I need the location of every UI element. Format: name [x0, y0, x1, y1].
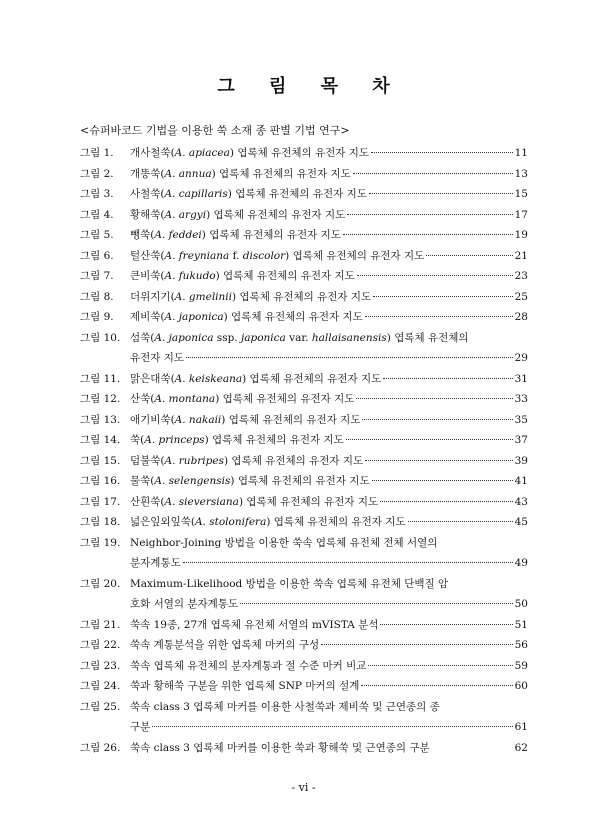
figure-page-number: 33 — [514, 393, 528, 405]
figure-entry — [80, 738, 528, 759]
figure-caption: 넓은잎외잎쑥(A. stolonifera) 엽록체 유전체의 유전자 지도 — [130, 516, 406, 528]
figure-caption: 쑥(A. princeps) 엽록체 유전체의 유전자 지도 — [130, 434, 344, 446]
dot-leader — [357, 275, 513, 276]
figure-entry — [80, 164, 528, 185]
dot-leader — [186, 357, 513, 358]
figure-caption: Neighbor-Joining 방법을 이용한 쑥속 엽록체 유전체 전체 서열의 — [130, 536, 438, 549]
figure-page-number: 45 — [514, 516, 528, 528]
figure-entry-continuation — [80, 717, 528, 738]
figure-caption: 털산쑥(A. freyniana f. discolor) 엽록체 유전체의 유전자 지도 — [130, 249, 425, 262]
figure-entry-line — [80, 635, 528, 656]
figure-label: 그림 6. — [80, 249, 114, 262]
figure-page-number: 51 — [514, 618, 528, 631]
figure-label: 그림 21. — [80, 618, 121, 631]
figure-caption-continued: 구분 — [130, 721, 151, 733]
figure-label: 그림 26. — [80, 741, 121, 754]
figure-entry — [80, 389, 528, 410]
figure-caption: 개사철쑥(A. apiacea) 엽록체 유전체의 유전자 지도 — [130, 147, 370, 159]
figure-caption: 큰비쑥(A. fukudo) 엽록체 유전체의 유전자 지도 — [130, 270, 355, 282]
figure-entry-line — [80, 512, 528, 533]
figure-caption: 덤불쑥(A. rubripes) 엽록체 유전체의 유전자 지도 — [130, 454, 364, 467]
figure-entry — [80, 430, 528, 451]
figure-entry-line — [80, 307, 528, 328]
figure-entry — [80, 225, 528, 246]
dot-leader — [347, 214, 512, 215]
figure-caption: 개똥쑥(A. annua) 엽록체 유전체의 유전자 지도 — [130, 167, 351, 180]
figure-caption: 쑥속 엽록체 유전체의 분자계통과 절 수준 마커 비교 — [130, 659, 367, 672]
page-title: 그 림 목 차 — [217, 76, 404, 97]
figure-entry — [80, 574, 528, 615]
figure-label: 그림 19. — [80, 536, 121, 549]
figure-entry — [80, 410, 528, 431]
dot-leader — [346, 439, 513, 440]
figure-page-number: 37 — [514, 434, 528, 446]
dot-leader — [373, 296, 512, 297]
dot-leader — [361, 685, 512, 686]
figure-page-number: 15 — [514, 188, 528, 200]
figure-entry-line — [80, 676, 528, 697]
dot-leader — [380, 624, 512, 625]
figure-page-number: 23 — [514, 270, 528, 282]
figure-entry-first-line — [80, 697, 528, 718]
dot-leader — [152, 726, 512, 727]
figure-entry — [80, 143, 528, 164]
dot-leader — [321, 644, 513, 645]
figure-entry — [80, 205, 528, 226]
figure-entry-line — [80, 430, 528, 451]
figure-label: 그림 18. — [80, 516, 121, 528]
dot-leader — [371, 152, 513, 153]
figure-label: 그림 5. — [80, 229, 114, 241]
figure-entry — [80, 635, 528, 656]
figure-entry-line — [80, 369, 528, 390]
figure-label: 그림 3. — [80, 188, 114, 200]
figure-label: 그림 13. — [80, 413, 121, 426]
figure-entry-first-line — [80, 574, 528, 595]
figure-entry — [80, 287, 528, 308]
figure-entry — [80, 512, 528, 533]
figure-caption: 산쑥(A. montana) 엽록체 유전체의 유전자 지도 — [130, 393, 355, 405]
figure-caption: 제비쑥(A. japonica) 엽록체 유전체의 유전자 지도 — [130, 311, 363, 323]
figure-label: 그림 20. — [80, 577, 121, 590]
figure-entry-line — [80, 287, 528, 308]
figure-label: 그림 2. — [80, 167, 114, 180]
figure-label: 그림 22. — [80, 639, 121, 651]
figure-page-number: 21 — [514, 249, 528, 262]
figure-entry-line — [80, 471, 528, 492]
figure-label: 그림 1. — [80, 147, 114, 159]
figure-entry — [80, 307, 528, 328]
page-number-footer: - vi - — [291, 781, 316, 794]
dot-leader — [372, 480, 513, 481]
figure-page-number: 61 — [514, 721, 528, 733]
figure-page-number: 39 — [514, 454, 528, 467]
dot-leader — [183, 562, 513, 563]
dot-leader — [362, 419, 512, 420]
dot-leader — [356, 398, 512, 399]
figure-label: 그림 12. — [80, 393, 121, 405]
figure-page-number: 62 — [514, 741, 528, 754]
figure-entry — [80, 451, 528, 472]
dot-leader — [380, 501, 513, 502]
figure-label: 그림 25. — [80, 700, 121, 713]
figure-label: 그림 23. — [80, 659, 121, 672]
figure-caption: 더위지기(A. gmelinii) 엽록체 유전체의 유전자 지도 — [130, 290, 372, 303]
dot-leader — [408, 521, 513, 522]
figure-entry-continuation — [80, 553, 528, 574]
figure-entry-line — [80, 266, 528, 287]
figure-label: 그림 8. — [80, 290, 114, 303]
figure-page-number: 29 — [514, 352, 528, 364]
figure-label: 그림 4. — [80, 208, 114, 221]
figure-label: 그림 15. — [80, 454, 121, 467]
figure-caption: 황해쑥(A. argyi) 엽록체 유전체의 유전자 지도 — [130, 208, 346, 221]
figure-label: 그림 24. — [80, 680, 121, 692]
figure-entry-line — [80, 205, 528, 226]
figure-entry-line — [80, 164, 528, 185]
figure-entry — [80, 471, 528, 492]
figure-entry-continuation — [80, 348, 528, 369]
figure-label: 그림 14. — [80, 434, 121, 446]
figure-entry — [80, 246, 528, 267]
figure-entry-line — [80, 615, 528, 636]
dot-leader — [343, 234, 513, 235]
figure-caption: 산흰쑥(A. sieversiana) 엽록체 유전체의 유전자 지도 — [130, 495, 379, 508]
figure-label: 그림 16. — [80, 475, 121, 487]
figure-page-number: 50 — [514, 598, 528, 610]
figure-entry-first-line — [80, 533, 528, 554]
dot-leader — [353, 173, 513, 174]
figure-page-number: 41 — [514, 475, 528, 487]
figure-page-number: 60 — [514, 680, 528, 692]
figure-caption: 쑥속 계통분석을 위한 엽록체 마커의 구성 — [130, 639, 320, 651]
figure-page-number: 59 — [514, 659, 528, 672]
figure-caption-continued: 유전자 지도 — [130, 352, 185, 364]
figure-caption: 쑥과 황해쑥 구분을 위한 엽록체 SNP 마커의 설계 — [130, 680, 360, 692]
dot-leader — [365, 316, 513, 317]
figure-entry-line — [80, 492, 528, 513]
figure-caption-continued: 분자계통도 — [130, 557, 181, 569]
figure-entry — [80, 533, 528, 574]
figure-entry-line — [80, 738, 528, 759]
section-heading: <슈퍼바코드 기법을 이용한 쑥 소재 종 판별 기법 연구> — [80, 124, 350, 137]
dot-leader — [368, 665, 512, 666]
figure-page-number: 25 — [514, 290, 528, 303]
figure-page-number: 11 — [514, 147, 528, 159]
figure-entry — [80, 492, 528, 513]
figure-entry-line — [80, 143, 528, 164]
dot-leader — [369, 193, 513, 194]
figure-page-number: 31 — [514, 372, 528, 385]
dot-leader — [383, 378, 512, 379]
figure-caption: 쑥속 class 3 엽록체 마커를 이용한 사철쑥과 제비쑥 및 근연종의 종 — [130, 700, 440, 713]
figure-entry — [80, 184, 528, 205]
figure-label: 그림 17. — [80, 495, 121, 508]
figure-page-number: 43 — [514, 495, 528, 508]
figure-entry-continuation — [80, 594, 528, 615]
figure-caption: 섬쑥(A. japonica ssp. japonica var. hallaisanensis) 엽록체 유전체의 — [130, 331, 469, 344]
figure-entry-first-line — [80, 328, 528, 349]
dot-leader — [426, 255, 512, 256]
figure-list — [80, 143, 528, 758]
figure-entry-line — [80, 451, 528, 472]
figure-entry-line — [80, 410, 528, 431]
figure-caption: 사철쑥(A. capillaris) 엽록체 유전체의 유전자 지도 — [130, 188, 367, 200]
figure-caption: 뺑쑥(A. feddei) 엽록체 유전체의 유전자 지도 — [130, 229, 341, 241]
figure-entry-line — [80, 184, 528, 205]
figure-label: 그림 9. — [80, 311, 114, 323]
figure-entry — [80, 656, 528, 677]
figure-entry — [80, 615, 528, 636]
figure-caption: 물쑥(A. selengensis) 엽록체 유전체의 유전자 지도 — [130, 475, 370, 487]
figure-entry-line — [80, 389, 528, 410]
figure-entry — [80, 676, 528, 697]
figure-label: 그림 7. — [80, 270, 114, 282]
figure-page-number: 49 — [514, 557, 528, 569]
figure-entry — [80, 369, 528, 390]
figure-entry — [80, 266, 528, 287]
figure-label: 그림 11. — [80, 372, 121, 385]
figure-caption: Maximum-Likelihood 방법을 이용한 쑥속 엽록체 유전체 단백질 암 — [130, 577, 449, 590]
figure-entry — [80, 328, 528, 369]
dot-leader — [365, 460, 512, 461]
figure-caption-continued: 호화 서열의 분자계통도 — [130, 598, 239, 610]
figure-label: 그림 10. — [80, 331, 121, 344]
figure-page-number: 19 — [514, 229, 528, 241]
figure-entry-line — [80, 246, 528, 267]
figure-page-number: 28 — [514, 311, 528, 323]
figure-caption: 애기비쑥(A. nakaii) 엽록체 유전체의 유전자 지도 — [130, 413, 361, 426]
figure-caption: 맑은대쑥(A. keiskeana) 엽록체 유전체의 유전자 지도 — [130, 372, 382, 385]
figure-entry — [80, 697, 528, 738]
figure-entry-line — [80, 225, 528, 246]
figure-page-number: 35 — [514, 413, 528, 426]
figure-page-number: 56 — [514, 639, 528, 651]
figure-page-number: 13 — [514, 167, 528, 180]
figure-entry-line — [80, 656, 528, 677]
figure-page-number: 17 — [514, 208, 528, 221]
figure-caption: 쑥속 class 3 엽록체 마커를 이용한 쑥과 황해쑥 및 근연종의 구분 — [130, 741, 430, 754]
dot-leader — [240, 603, 513, 604]
figure-caption: 쑥속 19종, 27개 엽록체 유전체 서열의 mVISTA 분석 — [130, 618, 379, 631]
